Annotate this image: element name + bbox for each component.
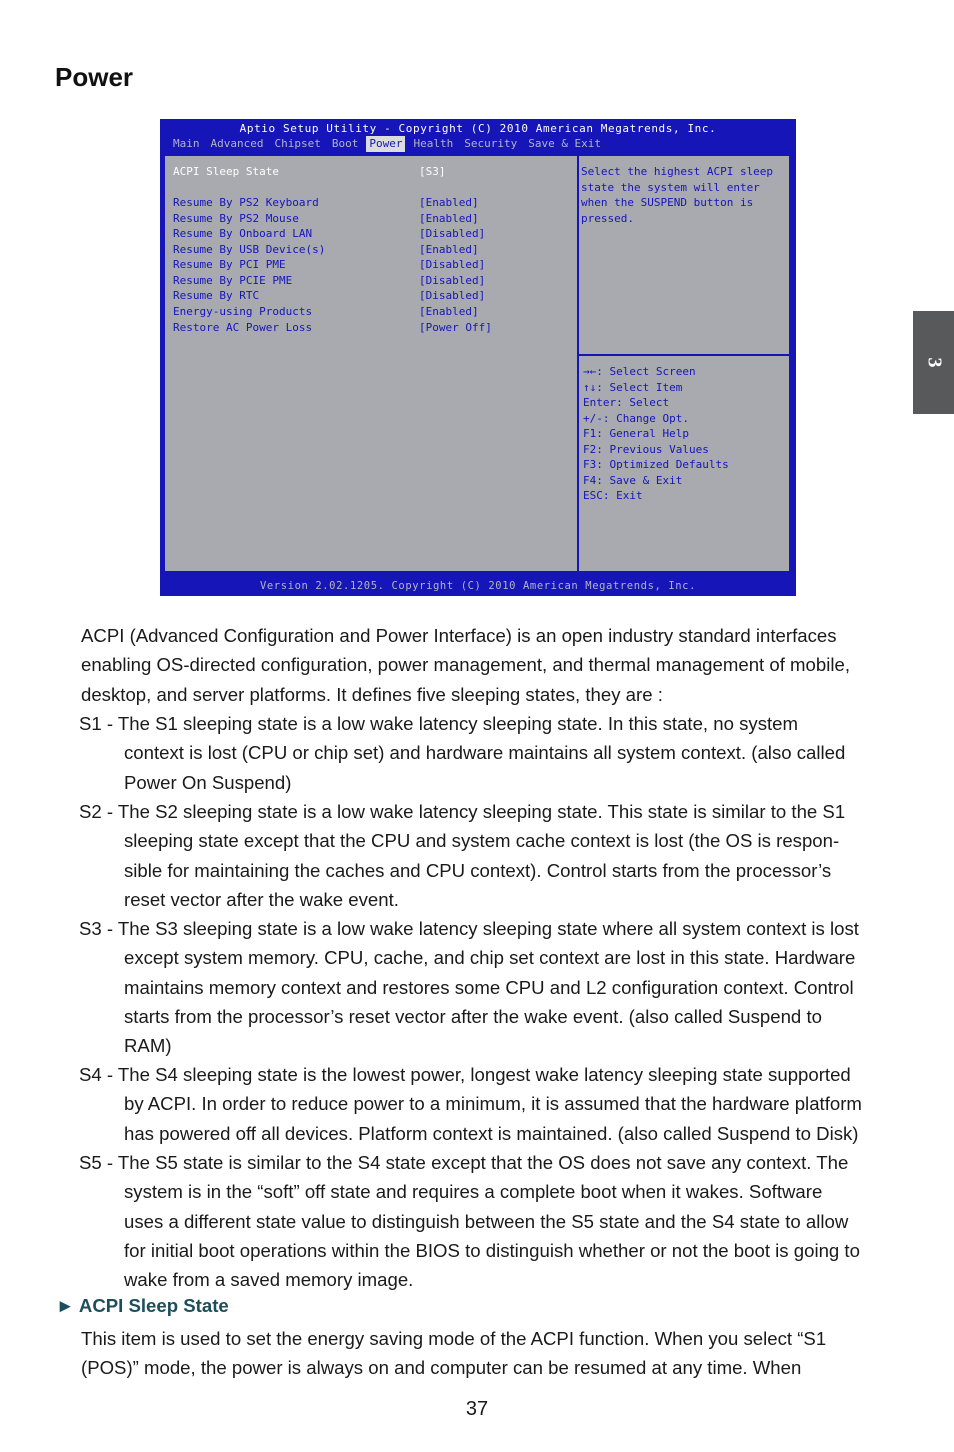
section-line: This item is used to set the energy saving mode of the ACPI function. When you select “S1: [81, 1328, 827, 1349]
key-select-screen: →←: Select Screen: [583, 365, 696, 378]
intro-line: desktop, and server platforms. It defines five sleeping states, they are :: [81, 683, 663, 705]
state-line: except system memory. CPU, cache, and chip set context are lost in this state. Hardware: [124, 947, 856, 969]
state-s1: [79, 709, 901, 797]
state-line: has powered off all devices. Platform context is maintained. (also called Suspend to Disk): [124, 1122, 859, 1144]
key-esc: ESC: Exit: [583, 489, 643, 502]
value-resume-ps2-mouse[interactable]: [Enabled]: [419, 212, 479, 225]
bios-tab-health[interactable]: Health: [413, 137, 454, 150]
state-line: for initial boot operations within the BIOS to distinguish whether or not the boot is going to: [124, 1239, 860, 1261]
bios-body: [163, 154, 791, 573]
state-line: RAM): [124, 1035, 172, 1057]
key-f4: F4: Save & Exit: [583, 473, 683, 487]
value-acpi-sleep-state[interactable]: [S3]: [419, 165, 446, 178]
state-line: wake from a saved memory image.: [124, 1269, 414, 1291]
key-f3: F3: Optimized Defaults: [583, 458, 729, 471]
page-number: 37: [465, 1398, 489, 1420]
value-resume-ps2-keyboard[interactable]: [Enabled]: [419, 196, 479, 209]
option-restore-ac-power-loss[interactable]: Restore AC Power Loss: [173, 321, 313, 334]
intro-line: enabling OS-directed configuration, power management, and thermal management of mobile,: [81, 654, 850, 676]
value-resume-pcie-pme[interactable]: [Disabled]: [419, 274, 486, 287]
value-resume-pci-pme[interactable]: [Disabled]: [419, 258, 486, 271]
key-change-opt: +/-: Change Opt.: [583, 411, 689, 425]
key-f1: F1: General Help: [583, 427, 689, 440]
state-line: uses a different state value to distinguish between the S5 state and the S4 state to allow: [124, 1210, 849, 1232]
key-f2: F2: Previous Values: [583, 442, 709, 456]
state-line: Power On Suspend): [124, 771, 292, 793]
key-select-item: ↑↓: Select Item: [583, 380, 683, 394]
state-line: reset vector after the wake event.: [124, 888, 399, 910]
state-line: S3 - The S3 sleeping state is a low wake latency sleeping state where all system context is lost: [79, 918, 859, 939]
value-resume-onboard-lan[interactable]: [Disabled]: [419, 227, 486, 240]
state-line: system is in the “soft” off state and requires a complete boot when it wakes. Software: [124, 1181, 823, 1203]
section-title: ACPI Sleep State: [78, 1295, 229, 1316]
state-s4: [79, 1060, 901, 1148]
bios-screenshot: [160, 119, 796, 596]
bios-tab-advanced[interactable]: Advanced: [210, 137, 264, 150]
value-resume-rtc[interactable]: [Disabled]: [419, 289, 486, 302]
help-line: pressed.: [581, 211, 634, 225]
bios-help-panel: [579, 156, 789, 356]
section-line: (POS)” mode, the power is always on and computer can be resumed at any time. When: [81, 1357, 802, 1379]
help-line: Select the highest ACPI sleep: [581, 165, 774, 178]
state-line: maintains memory context and restores some CPU and L2 configuration context. Control: [124, 976, 854, 998]
value-restore-ac-power-loss[interactable]: [Power Off]: [419, 321, 492, 334]
bios-title: Aptio Setup Utility - Copyright (C) 2010 American Megatrends, Inc.: [239, 122, 717, 135]
help-line: when the SUSPEND button is: [581, 196, 754, 209]
state-line: S1 - The S1 sleeping state is a low wake latency sleeping state. In this state, no system: [79, 713, 798, 734]
chapter-number: 3: [923, 357, 945, 368]
state-line: by ACPI. In order to reduce power to a minimum, it is assumed that the hardware platform: [124, 1093, 862, 1115]
value-energy-using-products[interactable]: [Enabled]: [419, 305, 479, 318]
key-legend: [583, 364, 729, 504]
bios-tab-main[interactable]: Main: [173, 137, 200, 150]
option-energy-using-products[interactable]: Energy-using Products: [173, 305, 313, 318]
option-resume-ps2-keyboard[interactable]: Resume By PS2 Keyboard: [173, 196, 319, 209]
state-line: S2 - The S2 sleeping state is a low wake latency sleeping state. This state is similar to the S1: [79, 801, 846, 822]
bios-tab-boot[interactable]: Boot: [331, 137, 359, 150]
state-s2: [79, 797, 901, 914]
bios-footer: Version 2.02.1205. Copyright (C) 2010 American Megatrends, Inc.: [259, 580, 697, 592]
bios-tab-chipset[interactable]: Chipset: [274, 137, 321, 150]
option-resume-rtc[interactable]: Resume By RTC: [173, 289, 260, 302]
state-line: sible for maintaining the caches and CPU context). Control starts from the processor’s: [124, 859, 832, 881]
bios-menu-bar: [170, 136, 609, 152]
state-s3: [79, 914, 901, 1060]
bios-tab-security[interactable]: Security: [464, 137, 518, 150]
section-heading: [56, 1295, 229, 1317]
option-resume-usb-devices[interactable]: Resume By USB Device(s): [173, 243, 326, 256]
state-line: sleeping state except that the CPU and system cache context is lost (the OS is respon-: [124, 830, 840, 852]
intro-paragraph: [81, 621, 901, 709]
page-title: Power: [55, 62, 134, 92]
option-acpi-sleep-state[interactable]: ACPI Sleep State: [173, 165, 279, 178]
value-resume-usb-devices[interactable]: [Enabled]: [419, 243, 479, 256]
bios-options-panel: [165, 156, 579, 571]
triangle-bullet-icon: ►: [56, 1295, 75, 1316]
bios-tab-save-exit[interactable]: Save & Exit: [528, 137, 602, 150]
option-resume-onboard-lan[interactable]: Resume By Onboard LAN: [173, 227, 313, 240]
state-line: S4 - The S4 sleeping state is the lowest power, longest wake latency sleeping state supported: [79, 1064, 851, 1085]
state-s5: [79, 1148, 901, 1294]
section-paragraph: [81, 1324, 901, 1383]
help-line: state the system will enter: [581, 180, 760, 194]
state-line: starts from the processor’s reset vector after the wake event. (also called Suspend to: [124, 1005, 822, 1027]
option-resume-ps2-mouse[interactable]: Resume By PS2 Mouse: [173, 212, 299, 225]
key-enter: Enter: Select: [583, 396, 670, 409]
bios-tab-power[interactable]: Power: [366, 136, 405, 152]
chapter-tab: [913, 311, 954, 414]
intro-line: ACPI (Advanced Configuration and Power Interface) is an open industry standard interfaces: [81, 625, 837, 646]
state-line: context is lost (CPU or chip set) and hardware maintains all system context. (also called: [124, 742, 846, 764]
option-resume-pcie-pme[interactable]: Resume By PCIE PME: [173, 274, 293, 287]
option-resume-pci-pme[interactable]: Resume By PCI PME: [173, 258, 286, 271]
state-line: S5 - The S5 state is similar to the S4 state except that the OS does not save any context. The: [79, 1152, 849, 1173]
help-text: [581, 164, 786, 226]
